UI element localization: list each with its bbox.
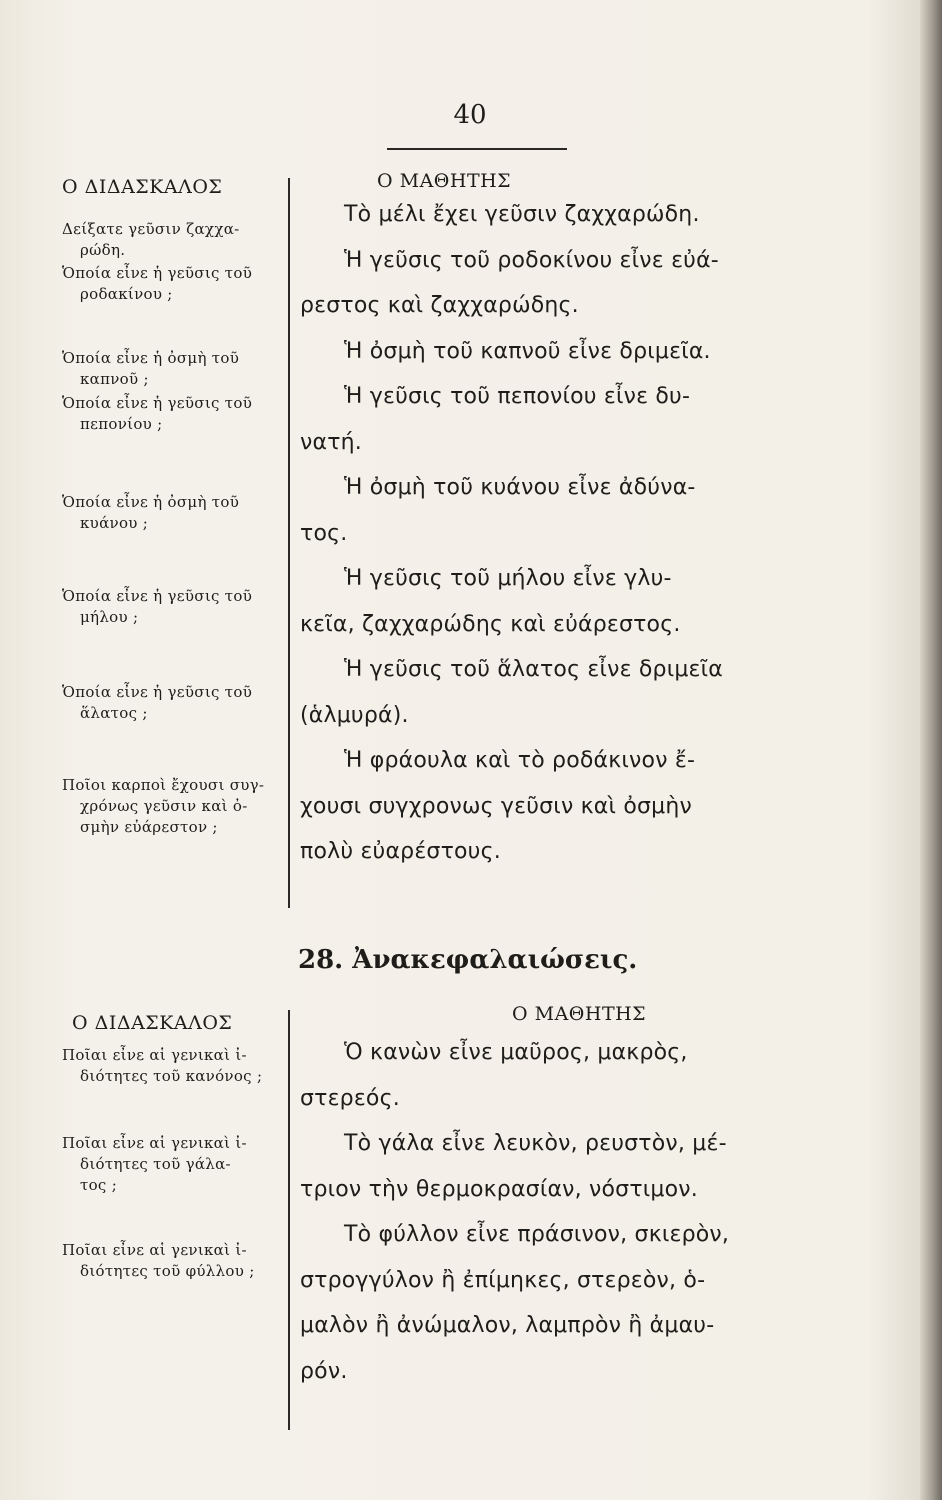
question-block bbox=[62, 348, 284, 390]
answer-line: Ἡ γεῦσις τοῦ ἅλατος εἶνε δριμεῖα bbox=[344, 657, 723, 682]
question-line: Ὁποία εἶνε ἡ γεῦσις τοῦ bbox=[62, 394, 253, 412]
answer-line: τριον τὴν θερμοκρασίαν, νόστιμον. bbox=[300, 1176, 698, 1202]
question-line: Ὁποία εἶνε ἡ ὀσμὴ τοῦ bbox=[62, 349, 240, 367]
column-divider-bottom bbox=[288, 1010, 290, 1430]
question-block bbox=[62, 682, 284, 724]
question-line: ρώδη. bbox=[80, 241, 126, 259]
question-line: Δείξατε γεῦσιν ζαχχα- bbox=[62, 220, 240, 238]
answer-line: στερεός. bbox=[300, 1085, 400, 1111]
answer-line: Ὁ κανὼν εἶνε μαῦρος, μακρὸς, bbox=[344, 1040, 688, 1065]
question-block bbox=[62, 1240, 284, 1282]
teacher-heading-top: Ο ΔΙΔΑΣΚΑΛΟΣ bbox=[62, 176, 223, 198]
question-line: χρόνως γεῦσιν καὶ ὀ- bbox=[80, 797, 248, 815]
question-line: Ὁποία εἶνε ἡ γεῦσις τοῦ bbox=[62, 264, 253, 282]
question-line: πεπονίου ; bbox=[80, 415, 163, 433]
answer-block-top bbox=[300, 192, 910, 875]
answer-block-bottom bbox=[300, 1030, 910, 1394]
column-divider-top bbox=[288, 178, 290, 908]
question-line: Ποῖοι καρποὶ ἔχουσι συγ- bbox=[62, 776, 265, 794]
question-block bbox=[62, 1133, 284, 1196]
question-block bbox=[62, 586, 284, 628]
answer-line: τος. bbox=[300, 520, 348, 546]
question-line: κυάνου ; bbox=[80, 514, 149, 532]
teacher-heading-bottom: Ο ΔΙΔΑΣΚΑΛΟΣ bbox=[72, 1012, 233, 1034]
question-block bbox=[62, 263, 284, 305]
question-line: Ποῖαι εἶνε αἱ γενικαὶ ἰ- bbox=[62, 1134, 247, 1152]
question-line: διότητες τοῦ φύλλου ; bbox=[80, 1262, 255, 1280]
answer-line: Ἡ ὀσμὴ τοῦ καπνοῦ εἶνε δριμεῖα. bbox=[344, 338, 711, 364]
question-line: διότητες τοῦ γάλα- bbox=[80, 1155, 231, 1173]
question-line: σμὴν εὐάρεστον ; bbox=[80, 818, 218, 836]
question-line: μήλου ; bbox=[80, 608, 139, 626]
answer-line: ρεστος καὶ ζαχχαρώδης. bbox=[300, 293, 579, 318]
answer-line: (ἁλμυρά). bbox=[300, 702, 409, 728]
question-block bbox=[62, 393, 284, 435]
answer-line: Ἡ ὀσμὴ τοῦ κυάνου εἶνε ἀδύνα- bbox=[344, 475, 696, 500]
answer-line: Τὸ μέλι ἔχει γεῦσιν ζαχχαρώδη. bbox=[344, 202, 700, 227]
question-line: Ὁποία εἶνε ἡ γεῦσις τοῦ bbox=[62, 587, 253, 605]
header-rule bbox=[387, 148, 567, 150]
question-line: τος ; bbox=[80, 1176, 118, 1194]
question-line: Ποῖαι εἶνε αἱ γενικαὶ ἰ- bbox=[62, 1241, 247, 1259]
student-heading-top: Ο ΜΑΘΗΤΗΣ bbox=[377, 170, 512, 192]
answer-line: χουσι συγχρονως γεῦσιν καὶ ὀσμὴν bbox=[300, 793, 692, 819]
answer-line: μαλὸν ἢ ἀνώμαλον, λαμπρὸν ἢ ἀμαυ- bbox=[300, 1313, 715, 1338]
question-line: Ὁποία εἶνε ἡ ὀσμὴ τοῦ bbox=[62, 493, 240, 511]
answer-line: Τὸ φύλλον εἶνε πράσινον, σκιερὸν, bbox=[344, 1222, 730, 1247]
answer-line: πολὺ εὐαρέστους. bbox=[300, 839, 501, 864]
question-block bbox=[62, 492, 284, 534]
question-block bbox=[62, 219, 284, 261]
section-title: 28. Ἀνακεφαλαιώσεις. bbox=[298, 945, 638, 975]
answer-line: Τὸ γάλα εἶνε λευκὸν, ρευστὸν, μέ- bbox=[344, 1131, 727, 1156]
question-line: Ποῖαι εἶνε αἱ γενικαὶ ἰ- bbox=[62, 1046, 247, 1064]
page-number: 40 bbox=[453, 100, 487, 130]
question-line: ἅλατος ; bbox=[80, 704, 148, 722]
question-line: ροδακίνου ; bbox=[80, 285, 173, 303]
answer-line: Ἡ γεῦσις τοῦ ροδοκίνου εἶνε εὐά- bbox=[344, 247, 719, 273]
answer-line: Ἡ φράουλα καὶ τὸ ροδάκινον ἔ- bbox=[344, 748, 696, 773]
question-line: καπνοῦ ; bbox=[80, 370, 149, 388]
question-line: διότητες τοῦ κανόνος ; bbox=[80, 1067, 263, 1085]
answer-line: Ἡ γεῦσις τοῦ μήλου εἶνε γλυ- bbox=[344, 566, 672, 591]
answer-line: νατή. bbox=[300, 429, 362, 455]
question-block bbox=[62, 775, 284, 838]
answer-line: στρογγύλον ἢ ἐπίμηκες, στερεὸν, ὁ- bbox=[300, 1267, 706, 1293]
student-heading-bottom: Ο ΜΑΘΗΤΗΣ bbox=[512, 1003, 647, 1025]
question-line: Ὁποία εἶνε ἡ γεῦσις τοῦ bbox=[62, 683, 253, 701]
answer-line: Ἡ γεῦσις τοῦ πεπονίου εἶνε δυ- bbox=[344, 384, 691, 409]
question-block bbox=[62, 1045, 284, 1087]
answer-line: κεῖα, ζαχχαρώδης καὶ εὐάρεστος. bbox=[300, 611, 681, 637]
answer-line: ρόν. bbox=[300, 1358, 348, 1384]
page-edge-shadow bbox=[920, 0, 942, 1500]
